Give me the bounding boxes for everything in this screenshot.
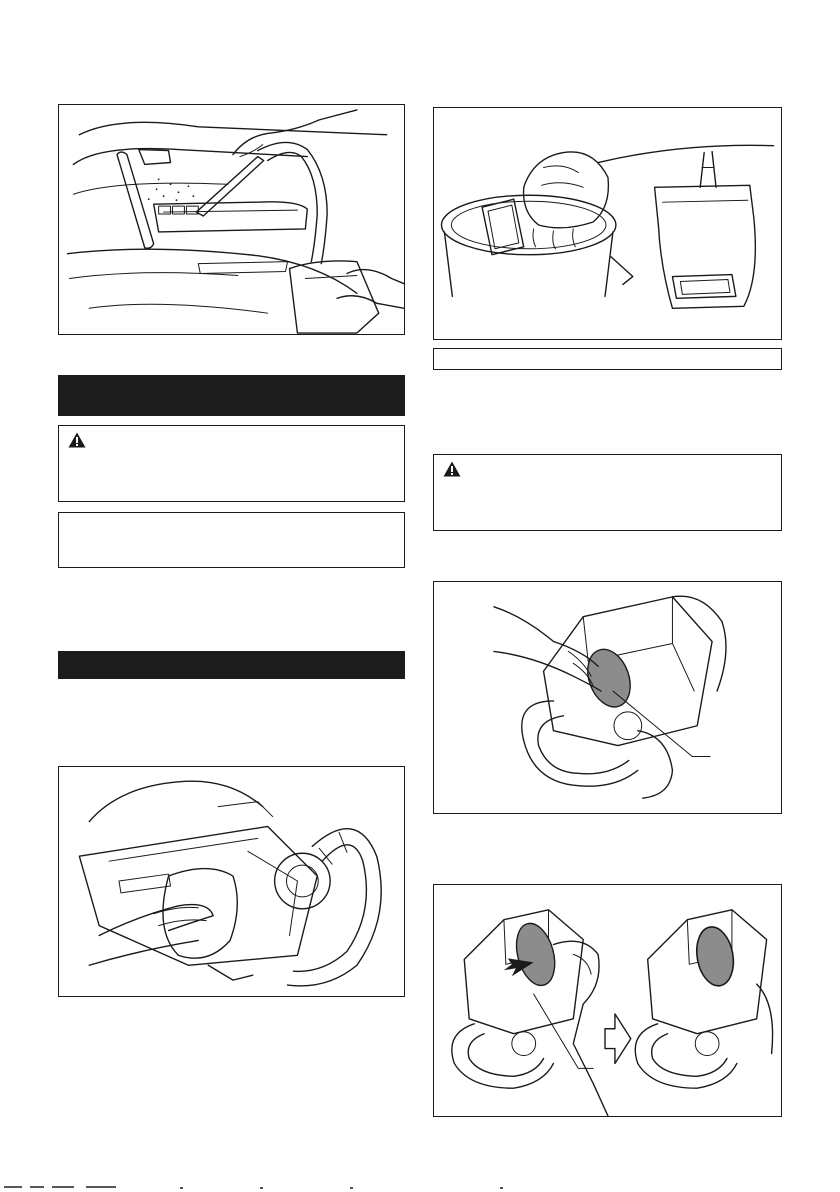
figure-removing-prefilter	[433, 581, 782, 814]
wiping-vacuum-body-illustration	[59, 767, 404, 996]
warning-triangle-icon	[443, 461, 461, 477]
figure-car-door-vacuum	[58, 104, 405, 335]
subsection-heading-bar	[58, 651, 405, 679]
washing-and-drying-filter-illustration	[434, 108, 781, 339]
page-edge-artifact	[0, 1183, 840, 1192]
vacuum-car-door-illustration	[59, 105, 404, 334]
installing-prefilter-illustration	[434, 885, 781, 1116]
warning-box-right	[433, 454, 782, 531]
section-heading-bar	[58, 375, 405, 416]
figure-installing-prefilter	[433, 884, 782, 1117]
warning-triangle-icon	[68, 432, 86, 448]
figure-washing-filter	[433, 107, 782, 340]
figure-caption-box	[433, 348, 782, 370]
removing-prefilter-illustration	[434, 582, 781, 813]
notice-box	[58, 512, 405, 568]
figure-wiping-body	[58, 766, 405, 997]
warning-box	[58, 425, 405, 502]
